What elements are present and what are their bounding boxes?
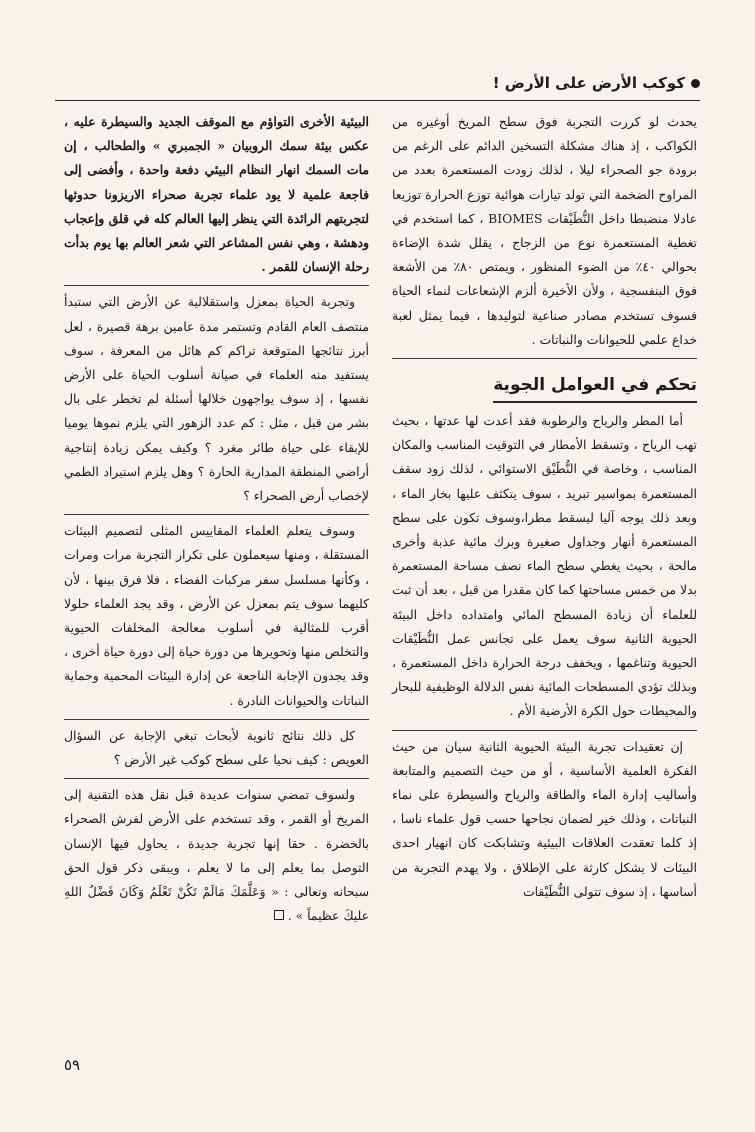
paragraph: كل ذلك نتائج ثانوية لأبحاث تبغي الإجابة عن السؤال العويص : كيف نحيا على سطح كوكب غير الأرض ؟ (64, 727, 369, 768)
end-mark-icon (274, 910, 284, 920)
page-number: ٥٩ (64, 1056, 81, 1074)
paragraph-divider (64, 285, 369, 286)
closing-text: ولسوف تمضي سنوات عديدة قبل نقل هذه التقنية إلى المريخ أو القمر ، وقد تستخدم على الأرض لفرش الصحراء بالخضرة . حقا إنها تجربة جديدة ، يحاول فيها الإنسان التوصل بما يعلم إلى ما لا يعلم ، ويبقى ذكر قول الحق سبحانه وتعالى : « وَعَلَّمَكَ مَالَمْ تَكُنْ تَعْلَمُ وَكَانَ فَضْلُ اللهِ عليكَ عظيماً » . (64, 787, 369, 924)
right-column (392, 110, 697, 904)
header-rule (55, 100, 700, 101)
left-column (64, 110, 369, 929)
bullet-icon (691, 79, 700, 88)
paragraph (64, 783, 369, 928)
running-header (493, 74, 700, 92)
section-heading: تحكم في العوامل الجوية (493, 371, 697, 403)
paragraph: أما المطر والرياح والرطوبة فقد أعدت لها عدتها ، بحيث تهب الرياح ، وتسقط الأمطار في التوقيت المناسب والمكان المناسب ، وخاصة في النُّطَيْق الاستوائي ، لذلك زود سقف المستعمرة بمواسير تبريد ، سوف يتكثف عليها بخار الماء ، وبعد ذلك يوجه آليا ليسقط مطرا،وسوف تكون على سطح المستعمرة أنهار وجداول صغيرة وبرك مائية عذبة وأخرى مالحة ، بحيث يغطي سطح الماء نصف مساحة المستعمرة بدلا من خمس مساحتها كما كان مقدرا من قبل ، بعد أن ثبت للعلماء أن زيادة المسطح المائي وامتداده داخل البيئة الحيوية الثانية سوف يعمل على تجانس عمل النُّطَيْقات الحيوية وتناغمها ، ويخفف درجة الحرارة داخل المستعمرة ، وبذلك تؤدي المسطحات المائية نفس الدلالة الوظيفية للبحار والمحيطات حول الكرة الأرضية الأم . (392, 413, 697, 719)
paragraph-divider (64, 514, 369, 515)
paragraph: إن تعقيدات تجربة البيئة الحيوية الثانية سيان من حيث الفكرة العلمية الأساسية ، أو من حيث التصميم والمتابعة وأساليب إدارة الماء والطاقة والرياح والسيطرة على نماء النباتات ، وذلك خير لضمان نجاحها حسب قول علماء ناسا ، إذ كلما تعقدت العلاقات البيئية وتشابكت كان انهيار احدى البيئات لا يشكل كارثة على الإطلاق ، ولا يهدم التجربة من أساسها ، إذ سوف تتولى النُّطَيْقات (392, 738, 697, 899)
paragraph: يحدث لو كررت التجربة فوق سطح المريخ أوغيره من الكواكب ، إذ هناك مشكلة التسخين الدائم على الرغم من برودة جو الصحراء ليلا ، لذلك زودت المستعمرة بعدد من المراوح الضخمة التي تولد تيارات هوائية توزع الحرارة توزيعا عادلا منضبطا داخل النُّطَيْقات BIOMES ، كما استخدم في تغطية المستعمرة نوع من الزجاج ، يقلل شدة الإضاءة بحوالي ٤٠٪ من الضوء المنظور ، ويمتص ٨٠٪ من الأشعة فوق البنفسجية ، ولأن الأخيرة ألزم الإشعاعات لنماء الحياة فسوف تستخدم مصادر صناعية لتوليدها ، فيما يمثل لعبة خداع علمي للحيوانات والنباتات . (392, 114, 697, 347)
paragraph: وسوف يتعلم العلماء المقاييس المثلى لتصميم البيئات المستقلة ، ومنها سيعملون على تكرار التجربة مرات ومرات ، وكأنها مسلسل سفر مركبات الفضاء ، فلا فرق بينها ، لأن كليهما سوف يتم بمعزل عن الأرض ، وقد يجد العلماء حلولا أقرب للمثالية في أسلوب معالجة المخلفات الحيوية والتخلص منها وتحويرها من دورة حياة إلى دورة حياة أخرى ، وقد يجدون الإجابة الناجعة عن إدارة البيئات المحمية وحماية النباتات والحيوانات النادرة . (64, 523, 369, 708)
paragraph: وتجربة الحياة بمعزل واستقلالية عن الأرض التي ستبدأ منتصف العام القادم وتستمر مدة عامين برهة قصيرة ، لعل أبرز نتائجها المتوقعة تراكم كم هائل من المعرفة ، سوف يستفيد منه العلماء في صيانة أسلوب الحياة على الأرض نفسها ، إذ سوف يواجهون خلالها أسئلة لم تخطر على بال بشر من قبل ، مثل : كم عدد الزهور التي يلزم نموها يوميا للإبقاء على حياة طائر مغرد ؟ وكيف يمكن زيادة إنتاجية أراضي المنطقة المدارية الحارة ؟ وهل يلزم استيراد الطمي لإخصاب أرض الصحراء ؟ (64, 294, 369, 504)
paragraph-divider (64, 719, 369, 720)
section-divider (392, 358, 697, 359)
paragraph-divider (64, 778, 369, 779)
paragraph-divider (392, 730, 697, 731)
paragraph: البيئية الأخرى التواؤم مع الموقف الجديد والسيطرة عليه ، عكس بيئة سمك الروبيان « الجمبري » والطحالب ، إن مات السمك انهار النظام البيئي دفعة واحدة ، وأفضى إلى فاجعة علمية لا يود علماء تجربة صحراء الاريزونا حدوثها لتجربتهم الرائدة التي ينظر إليها العالم كله في قلق وإعجاب ودهشة ، وهي نفس المشاعر التي شعر العالم بها يوم بدأت رحلة الإنسان للقمر . (64, 114, 369, 275)
header-title: كوكب الأرض على الأرض ! (492, 74, 685, 92)
